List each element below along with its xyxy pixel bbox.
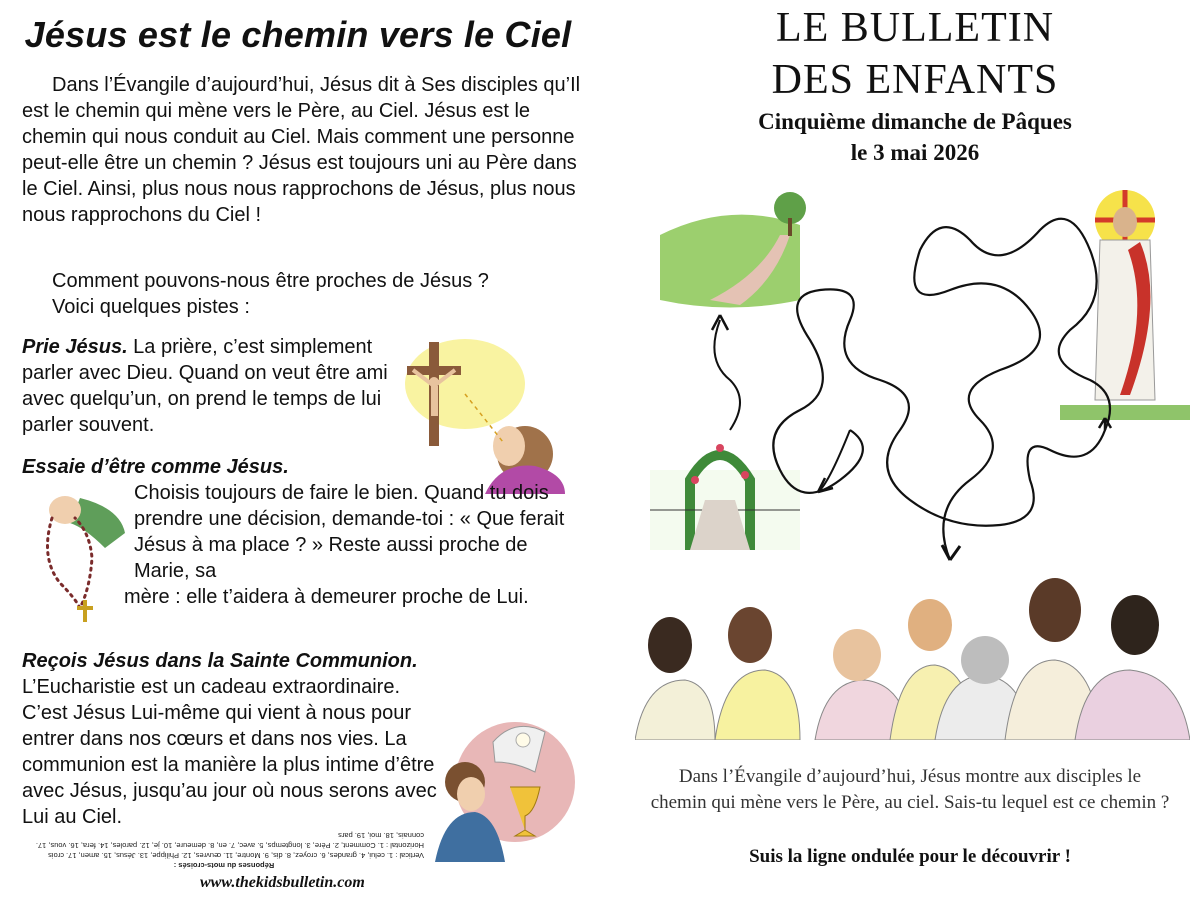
- prayer-illustration: [405, 334, 565, 494]
- hill-landscape: [660, 192, 806, 308]
- bulletin-title: [640, 2, 1190, 106]
- maze-caption: Dans l’Évangile d’aujourd’hui, Jésus montre aux disciples le chemin qui mène vers le Père, au ciel. Sais-tu lequel est ce chemin ?: [650, 766, 1170, 813]
- disciples-illustration: [635, 570, 1190, 740]
- communion-illustration: [435, 712, 575, 862]
- garden-arch: [650, 444, 800, 550]
- like-jesus-body: Choisis toujours de faire le bien. Quand tu dois prendre une décision, demande-toi : « Que ferait Jésus à ma place ? » Reste aussi proche de Marie, sa: [134, 482, 565, 582]
- bulletin-subtitle: [640, 106, 1190, 168]
- answers-horizontal: Horizontal : 1. Comment, 2. Père, 3. longtemps, 5. avec, 7. en, 8. demeure, 10. je, 12. paroles, 14. fera, 16. vous, 17. connais, 18. moi, 19. pars: [35, 831, 424, 850]
- bulletin-title-line-1: LE BULLETIN: [775, 5, 1055, 51]
- maze-illustration: [650, 180, 1190, 600]
- maze-line: [773, 219, 1110, 560]
- pray-title: Prie Jésus.: [22, 336, 128, 358]
- jesus-figure: [1060, 190, 1190, 420]
- communion-body: L’Eucharistie est un cadeau extraordinaire. C’est Jésus Lui-même qui vient à nous pour entrer dans nos cœurs et dans nos vies. La communion est la manière la plus intime d’être avec Jésus, jusqu’au jour où nous serons avec Lui au Ciel.: [22, 676, 437, 828]
- intro-text: Dans l’Évangile d’aujourd’hui, Jésus dit à Ses disciples qu’Il est le chemin qui mène vers le Père, au Ciel. Jésus est le chemin qui nous conduit au Ciel. Mais comment une personne peut-elle être un chemin ? Jésus est toujours uni au Père dans le Ciel. Ainsi, plus nous nous rapprochons de Jésus, plus nous nous rapprochons du Ciel !: [22, 74, 581, 226]
- section-pray: [22, 334, 407, 438]
- answers-vertical: Vertical : 1. celui, 4. grandes, 6. croyez, 8. dis, 9. Montre, 11. œuvres, 12. Philippe, 13. Jésus, 15. amen, 17. crois: [48, 851, 424, 860]
- how-line-2: Voici quelques pistes :: [52, 296, 250, 318]
- crossword-answers: [24, 830, 424, 870]
- subtitle-line-2: le 3 mai 2026: [850, 140, 980, 165]
- bulletin-title-line-2: DES ENFANTS: [771, 57, 1059, 103]
- rosary-illustration: [30, 488, 130, 628]
- subtitle-line-1: Cinquième dimanche de Pâques: [758, 109, 1072, 134]
- like-jesus-title: Essaie d’être comme Jésus.: [22, 456, 289, 478]
- communion-title: Reçois Jésus dans la Sainte Communion.: [22, 650, 418, 672]
- pray-body: La prière, c’est simplement parler avec Dieu. Quand on veut être ami avec quelqu’un, on prend le temps de lui parler souvent.: [22, 336, 388, 436]
- how-question: [52, 268, 572, 320]
- answers-title: Réponses du mots-croisés :: [173, 861, 275, 870]
- intro-paragraph: [22, 72, 582, 228]
- website-link[interactable]: www.thekidsbulletin.com: [200, 874, 365, 891]
- like-jesus-body-end: mère : elle t’aidera à demeurer proche de Lui.: [124, 586, 529, 608]
- how-line-1: Comment pouvons-nous être proches de Jésus ?: [52, 270, 489, 292]
- page-title: Jésus est le chemin vers le Ciel: [24, 14, 572, 55]
- maze-call-to-action: Suis la ligne ondulée pour le découvrir !: [749, 846, 1071, 867]
